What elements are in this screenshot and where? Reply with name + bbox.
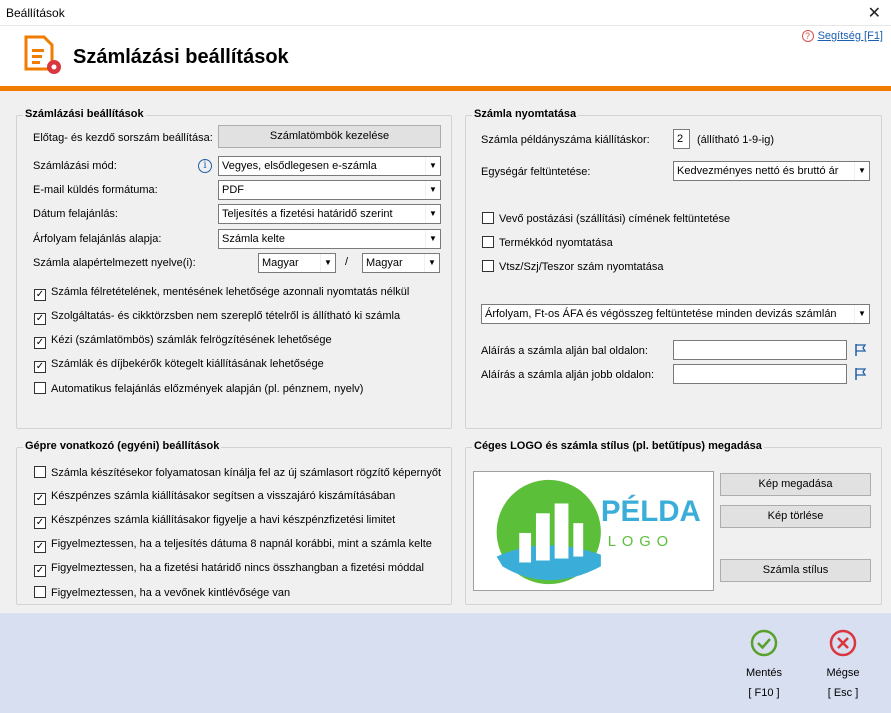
billing-checkbox-0[interactable]: ✓ Számla félretételének, mentésének lehetősége azonnali nyomtatás nélkül bbox=[35, 286, 410, 300]
checkbox-box[interactable]: ✓ bbox=[35, 289, 45, 300]
rate-offer-label: Árfolyam felajánlás alapja: bbox=[33, 233, 162, 245]
date-offer-value: Teljesítés a fizetési határidő szerint bbox=[222, 208, 393, 220]
logo-image bbox=[474, 472, 713, 590]
prefix-label: Előtag- és kezdő sorszám beállítása: bbox=[33, 132, 213, 144]
machine-settings-legend: Gépre vonatkozó (egyéni) beállítások bbox=[25, 440, 220, 452]
chevron-down-icon: ▼ bbox=[425, 181, 440, 199]
page-title: Számlázási beállítások bbox=[73, 46, 289, 68]
billing-checkbox-1[interactable]: ✓ Szolgáltatás- és cikktörzsben nem szereplő tételről is állítható ki számla bbox=[35, 310, 401, 324]
manage-invoice-blocks-button[interactable]: Számlatömbök kezelése bbox=[218, 125, 441, 148]
window-title: Beállítások bbox=[6, 6, 65, 20]
title-bar bbox=[0, 0, 891, 26]
signature-left-field[interactable] bbox=[673, 340, 847, 360]
email-format-select[interactable] bbox=[218, 180, 441, 200]
chevron-down-icon: ▼ bbox=[425, 230, 440, 248]
language-2-select[interactable] bbox=[362, 253, 440, 273]
machine-checkbox-2[interactable]: ✓ Készpénzes számla kiállításakor figyelje a havi készpénzfizetési limitet bbox=[35, 514, 396, 528]
header bbox=[0, 26, 891, 86]
help-icon: ? bbox=[802, 30, 814, 42]
delete-image-button[interactable]: Kép törlése bbox=[720, 505, 871, 528]
chevron-down-icon: ▼ bbox=[854, 305, 869, 323]
set-image-button[interactable]: Kép megadása bbox=[720, 473, 871, 496]
machine-checkbox-1[interactable]: ✓ Készpénzes számla kiállításakor segítsen a visszajáró kiszámításában bbox=[35, 490, 396, 504]
checkbox-box[interactable] bbox=[34, 466, 46, 478]
language-separator: / bbox=[345, 256, 349, 268]
default-language-label: Számla alapértelmezett nyelve(i): bbox=[33, 257, 196, 269]
save-check-icon bbox=[750, 629, 778, 657]
info-icon[interactable]: i bbox=[198, 159, 212, 173]
checkbox-box[interactable]: ✓ bbox=[35, 541, 45, 552]
date-offer-label: Dátum felajánlás: bbox=[33, 208, 118, 220]
machine-checkbox-4[interactable]: ✓ Figyelmeztessen, ha a fizetési határidő nincs összhangban a fizetési móddal bbox=[35, 562, 424, 576]
checkbox-box[interactable] bbox=[482, 260, 494, 272]
billing-settings-legend: Számlázási beállítások bbox=[25, 108, 144, 120]
checkbox-box[interactable]: ✓ bbox=[35, 313, 45, 324]
machine-checkbox-0[interactable]: Számla készítésekor folyamatosan kínálja fel az új számlasort rögzítő képernyőt bbox=[34, 466, 441, 479]
save-label: Mentés bbox=[745, 667, 783, 679]
chevron-down-icon: ▼ bbox=[854, 162, 869, 180]
checkbox-box[interactable]: ✓ bbox=[35, 337, 45, 348]
footer bbox=[0, 613, 891, 713]
checkbox-box[interactable] bbox=[34, 382, 46, 394]
cancel-button[interactable] bbox=[814, 629, 872, 699]
billing-checkbox-3[interactable]: ✓ Számlák és díjbekérők kötegelt kiállításának lehetősége bbox=[35, 358, 324, 372]
currency-display-select[interactable] bbox=[481, 304, 870, 324]
logo-preview bbox=[473, 471, 714, 591]
print-checkbox-2[interactable]: Vtsz/Szj/Teszor szám nyomtatása bbox=[482, 260, 663, 273]
cancel-x-icon bbox=[829, 629, 857, 657]
checkbox-box[interactable]: ✓ bbox=[35, 517, 45, 528]
print-checkbox-0[interactable]: Vevő postázási (szállítási) címének feltüntetése bbox=[482, 212, 730, 225]
unit-price-select[interactable] bbox=[673, 161, 870, 181]
rate-offer-select[interactable] bbox=[218, 229, 441, 249]
billing-checkbox-2[interactable]: ✓ Kézi (számlatömbös) számlák felrögzítésének lehetősége bbox=[35, 334, 332, 348]
machine-checkbox-5[interactable]: Figyelmeztessen, ha a vevőnek kintlévősége van bbox=[34, 586, 290, 599]
flag-icon[interactable] bbox=[854, 367, 868, 381]
chevron-down-icon: ▼ bbox=[425, 157, 440, 175]
language-1-select[interactable] bbox=[258, 253, 336, 273]
cancel-shortcut: [ Esc ] bbox=[827, 687, 859, 699]
signature-right-label: Aláírás a számla alján jobb oldalon: bbox=[481, 369, 655, 381]
cancel-label: Mégse bbox=[826, 667, 860, 679]
copies-label: Számla példányszáma kiállításkor: bbox=[481, 134, 650, 146]
billing-checkbox-4[interactable]: Automatikus felajánlás előzmények alapján (pl. pénznem, nyelv) bbox=[34, 382, 363, 395]
printing-legend: Számla nyomtatása bbox=[474, 108, 577, 120]
logo-sub: LOGO bbox=[607, 533, 674, 550]
close-icon[interactable]: ✕ bbox=[867, 5, 881, 22]
logo-word: PÉLDA bbox=[600, 495, 701, 529]
language-2-value: Magyar bbox=[366, 257, 403, 269]
signature-left-label: Aláírás a számla alján bal oldalon: bbox=[481, 345, 648, 357]
checkbox-box[interactable] bbox=[482, 212, 494, 224]
email-format-value: PDF bbox=[222, 184, 244, 196]
settings-content bbox=[0, 91, 891, 613]
checkbox-box[interactable] bbox=[34, 586, 46, 598]
save-shortcut: [ F10 ] bbox=[748, 687, 780, 699]
unit-price-value: Kedvezményes nettó és bruttó ár bbox=[677, 165, 839, 177]
date-offer-select[interactable] bbox=[218, 204, 441, 224]
logo-style-legend: Céges LOGO és számla stílus (pl. betűtípus) megadása bbox=[474, 440, 762, 452]
invoice-settings-icon bbox=[22, 35, 64, 77]
help-link[interactable] bbox=[802, 30, 883, 42]
checkbox-box[interactable]: ✓ bbox=[35, 565, 45, 576]
chevron-down-icon: ▼ bbox=[320, 254, 335, 272]
save-button[interactable] bbox=[735, 629, 793, 699]
billing-mode-label: Számlázási mód: bbox=[33, 160, 117, 172]
checkbox-box[interactable]: ✓ bbox=[35, 361, 45, 372]
chevron-down-icon: ▼ bbox=[424, 254, 439, 272]
currency-display-value: Árfolyam, Ft-os ÁFA és végösszeg feltüntetése minden devizás számlán bbox=[485, 308, 837, 320]
checkbox-box[interactable] bbox=[482, 236, 494, 248]
email-format-label: E-mail küldés formátuma: bbox=[33, 184, 158, 196]
chevron-down-icon: ▼ bbox=[425, 205, 440, 223]
copies-hint: (állítható 1-9-ig) bbox=[697, 134, 775, 146]
signature-right-field[interactable] bbox=[673, 364, 847, 384]
flag-icon[interactable] bbox=[854, 343, 868, 357]
print-checkbox-1[interactable]: Termékkód nyomtatása bbox=[482, 236, 613, 249]
billing-mode-value: Vegyes, elsődlegesen e-számla bbox=[222, 160, 377, 172]
help-link-label: Segítség [F1] bbox=[817, 30, 883, 42]
billing-mode-select[interactable] bbox=[218, 156, 441, 176]
machine-checkbox-3[interactable]: ✓ Figyelmeztessen, ha a teljesítés dátuma 8 napnál korábbi, mint a számla kelte bbox=[35, 538, 432, 552]
language-1-value: Magyar bbox=[262, 257, 299, 269]
rate-offer-value: Számla kelte bbox=[222, 233, 285, 245]
invoice-style-button[interactable]: Számla stílus bbox=[720, 559, 871, 582]
unit-price-label: Egységár feltüntetése: bbox=[481, 166, 591, 178]
checkbox-box[interactable]: ✓ bbox=[35, 493, 45, 504]
copies-field[interactable]: 2 bbox=[673, 129, 690, 149]
